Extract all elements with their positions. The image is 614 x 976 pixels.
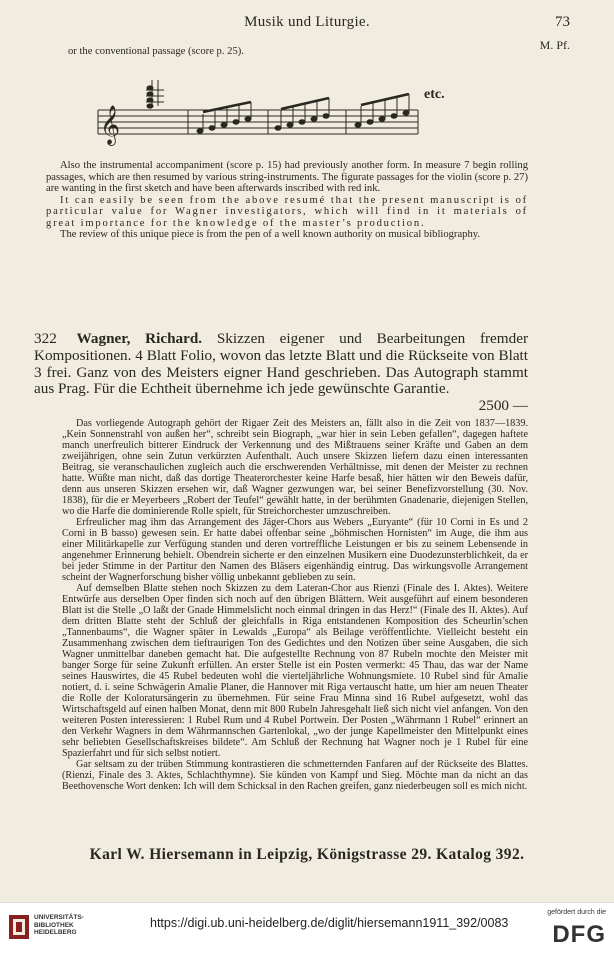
entry-title: Skizzen eigener und Bearbeitungen fremder Kompositionen. 4 Blatt Folio, wovon das letzte Blatt und die Rückseite von Blatt 3 frei. Ganz von des Meisters eigner Hand geschrieben. Das Autograph stammt aus Prag. Für die Echtheit übernehme ich jede gewünschte Garantie. — [34, 330, 529, 398]
german-paragraph: Auf demselben Blatte stehen noch Skizzen zu dem Lateran-Chor aus Rienzi (Finale des I. Aktes). Weitere Entwürfe aus derselben Oper finden sich noch auf den übrigen Blättern. Weit ausgeführt auf einem besonderen Blatt ist die Stelle „O laßt der Gnade Himmelslicht noch einmal dringen in das Herz!“ (Finale des II. Aktes). Auf dem dritten Blatte steht der Schluß der gleichfalls in Riga entstandenen Komposition des Scheurlin’schen „Tannenbaums“, die Wagner später in Lewalds „Europa“ als Beilage veröffentlichte. Vielleicht besteht ein Zusammenhang zwischen dem tieftraurigen Ton des Gedichtes und den Notizen über seine Ausgaben, die sich Wagner unmittelbar daneben gemacht hat. Die aufgestellte Rechnung von 87 Rubeln mochte den Meister mit banger Sorge für seine Zukunft erfüllen. An erster Stelle ist ein Posten vermerkt: 45 Thau, das war der Name seines Hauswirtes, die 45 Rubel bedeuten wohl die vierteljährliche Wohnungsmiete. 10 Rubel sind für Amalie notiert, d. i. seine Schwägerin Amalie Planer, die Hannover mit Riga vertauscht hatte, um hier am neuen Theater die Rolle der Koloratursängerin zu übernehmen. Für seine Frau Minna sind 16 Rubel aufgesetzt, wohl das Wirtschaftsgeld auf einen halben Monat, denn mit 800 Rubeln Jahresgehalt ließ sich nicht viel anfangen. Von den weiteren Posten interessieren: 1 Rubel Rum und 4 Rubel Portwein. Der Posten „Währmann 1 Rubel“ erinnert an den Verkehr Wagners in dem Währmannschen Gartenlokal, „wo der junge Kapellmeister den Mittelpunkt eines sehr beliebten Gesellschaftskreises bildete“. Am Schluß der Rechnung hat Wagner noch je 1 Rubel für eine Spazierfahrt und für sich selbst notiert. — [62, 583, 528, 759]
entry-name: Wagner, Richard. — [76, 330, 203, 347]
university-seal-icon — [8, 914, 30, 940]
german-paragraph: Erfreulicher mag ihm das Arrangement des Jäger-Chors aus Webers „Euryante“ (für 10 Corni in Es und 2 Corni in B basso) gewesen sein. Er hatte dabei offenbar seine „böhmischen Hornisten“ im Auge, die ihm aus einer Militärkapelle zur Verfügung standen und deren vortreffliche Leistungen er bis zu seinem Lebensende in angenehmer Erinnerung behielt. Obendrein sicherte er den einzelnen Musikern eine Duodezunsterblichkeit, da er bei jeder Stimme in der Partitur den Namen des Bläsers eigenhändig eintrug. Das wirkungsvolle Arrangement scheint der Wagnerforschung bisher völlig unbekannt geblieben zu sein. — [62, 517, 528, 583]
entry-number: 322 — [34, 330, 57, 347]
english-paragraph: The review of this unique piece is from the pen of a well known authority on musical bibliography. — [60, 229, 481, 240]
german-description — [62, 418, 528, 792]
funded-by-label: gefördert durch die — [547, 909, 606, 916]
english-paragraph: It can easily be seen from the above resumé that the present manuscript is of particular value for Wagner investigators, which will find in it materials of great importance for the knowledge of the master’s production. — [46, 194, 528, 229]
german-paragraph: Das vorliegende Autograph gehört der Rigaer Zeit des Meisters an, fällt also in die Zeit von 1837—1839. „Kein Sonnenstrahl von außen her“, schreibt sein Biograph, „war hier in sein Leben gefallen“, dagegen haftete manch unerfreulich bitterer Eindruck der Verkennung und des Mißtrauens seiner Kräfte und Gaben an dem zweijährigen, ohne sein Zutun verkürzten Aufenthalt. Auch unsere Skizzen liefern dazu einen interessanten Beitrag, sie veranschaulichen zugleich auch die erschwerenden Verhältnisse, mit denen der Meister zu rechnen hatte. Wüßte man nicht, daß das dortige Theaterorchester keine Harfe besaß, hier hätten wir den Beweis dafür, denn aus unseren Skizzen ersehen wir, daß Wagner gezwungen war, bei seiner Benefizvorstellung (30. Nov. 1838), für die er Meyerbeers „Robert der Teufel“ gewählt hatte, in der berühmten Gnadenarie, diejenigen Stellen, wo die Harfe die dominierende Rolle spielt, für Streichorchester umzuschreiben. — [62, 418, 528, 517]
music-etc-label: etc. — [424, 87, 445, 102]
svg-text:𝄞: 𝄞 — [100, 105, 121, 145]
music-notation-figure — [88, 66, 480, 158]
running-title: Musik und Liturgie. — [244, 14, 370, 30]
dfg-logo: DFG — [552, 921, 606, 948]
german-paragraph: Gar seltsam zu der trüben Stimmung kontrastieren die schmetternden Fanfaren auf der Rückseite des Blattes. (Rienzi, Finale des 3. Aktes, Schlachthymne). Sie künden von Kampf und Sieg. Möchte man da nicht an das Beethovensche Wort denken: Ich will dem Schicksal in den Rachen greifen, ganz niederbeugen soll es mich nicht. — [62, 759, 528, 792]
english-description — [46, 160, 528, 241]
source-url-link[interactable]: https://digi.ub.uni-heidelberg.de/diglit/hiersemann1911_392/0083 — [150, 916, 509, 930]
intro-line: or the conventional passage (score p. 25). — [68, 46, 244, 57]
viewer-bottom-bar — [0, 902, 614, 976]
entry-price: 2500 — — [478, 397, 528, 415]
publisher-footer: Karl W. Hiersemann in Leipzig, Königstrasse 29. Katalog 392. — [89, 846, 525, 863]
page-number: 73 — [555, 14, 570, 30]
author-initials: M. Pf. — [539, 38, 570, 52]
catalog-entry-heading — [34, 331, 528, 415]
university-library-label: UNIVERSITÄTS- BIBLIOTHEK HEIDELBERG — [34, 914, 84, 936]
english-paragraph: Also the instrumental accompaniment (score p. 15) had previously another form. In measure 7 begin rolling passages, which are then resumed by various string-instruments. The figurate passages for the violin (score p. 27) are wanting in the first sketch and have been afterwards inscribed with red ink. — [46, 160, 528, 194]
